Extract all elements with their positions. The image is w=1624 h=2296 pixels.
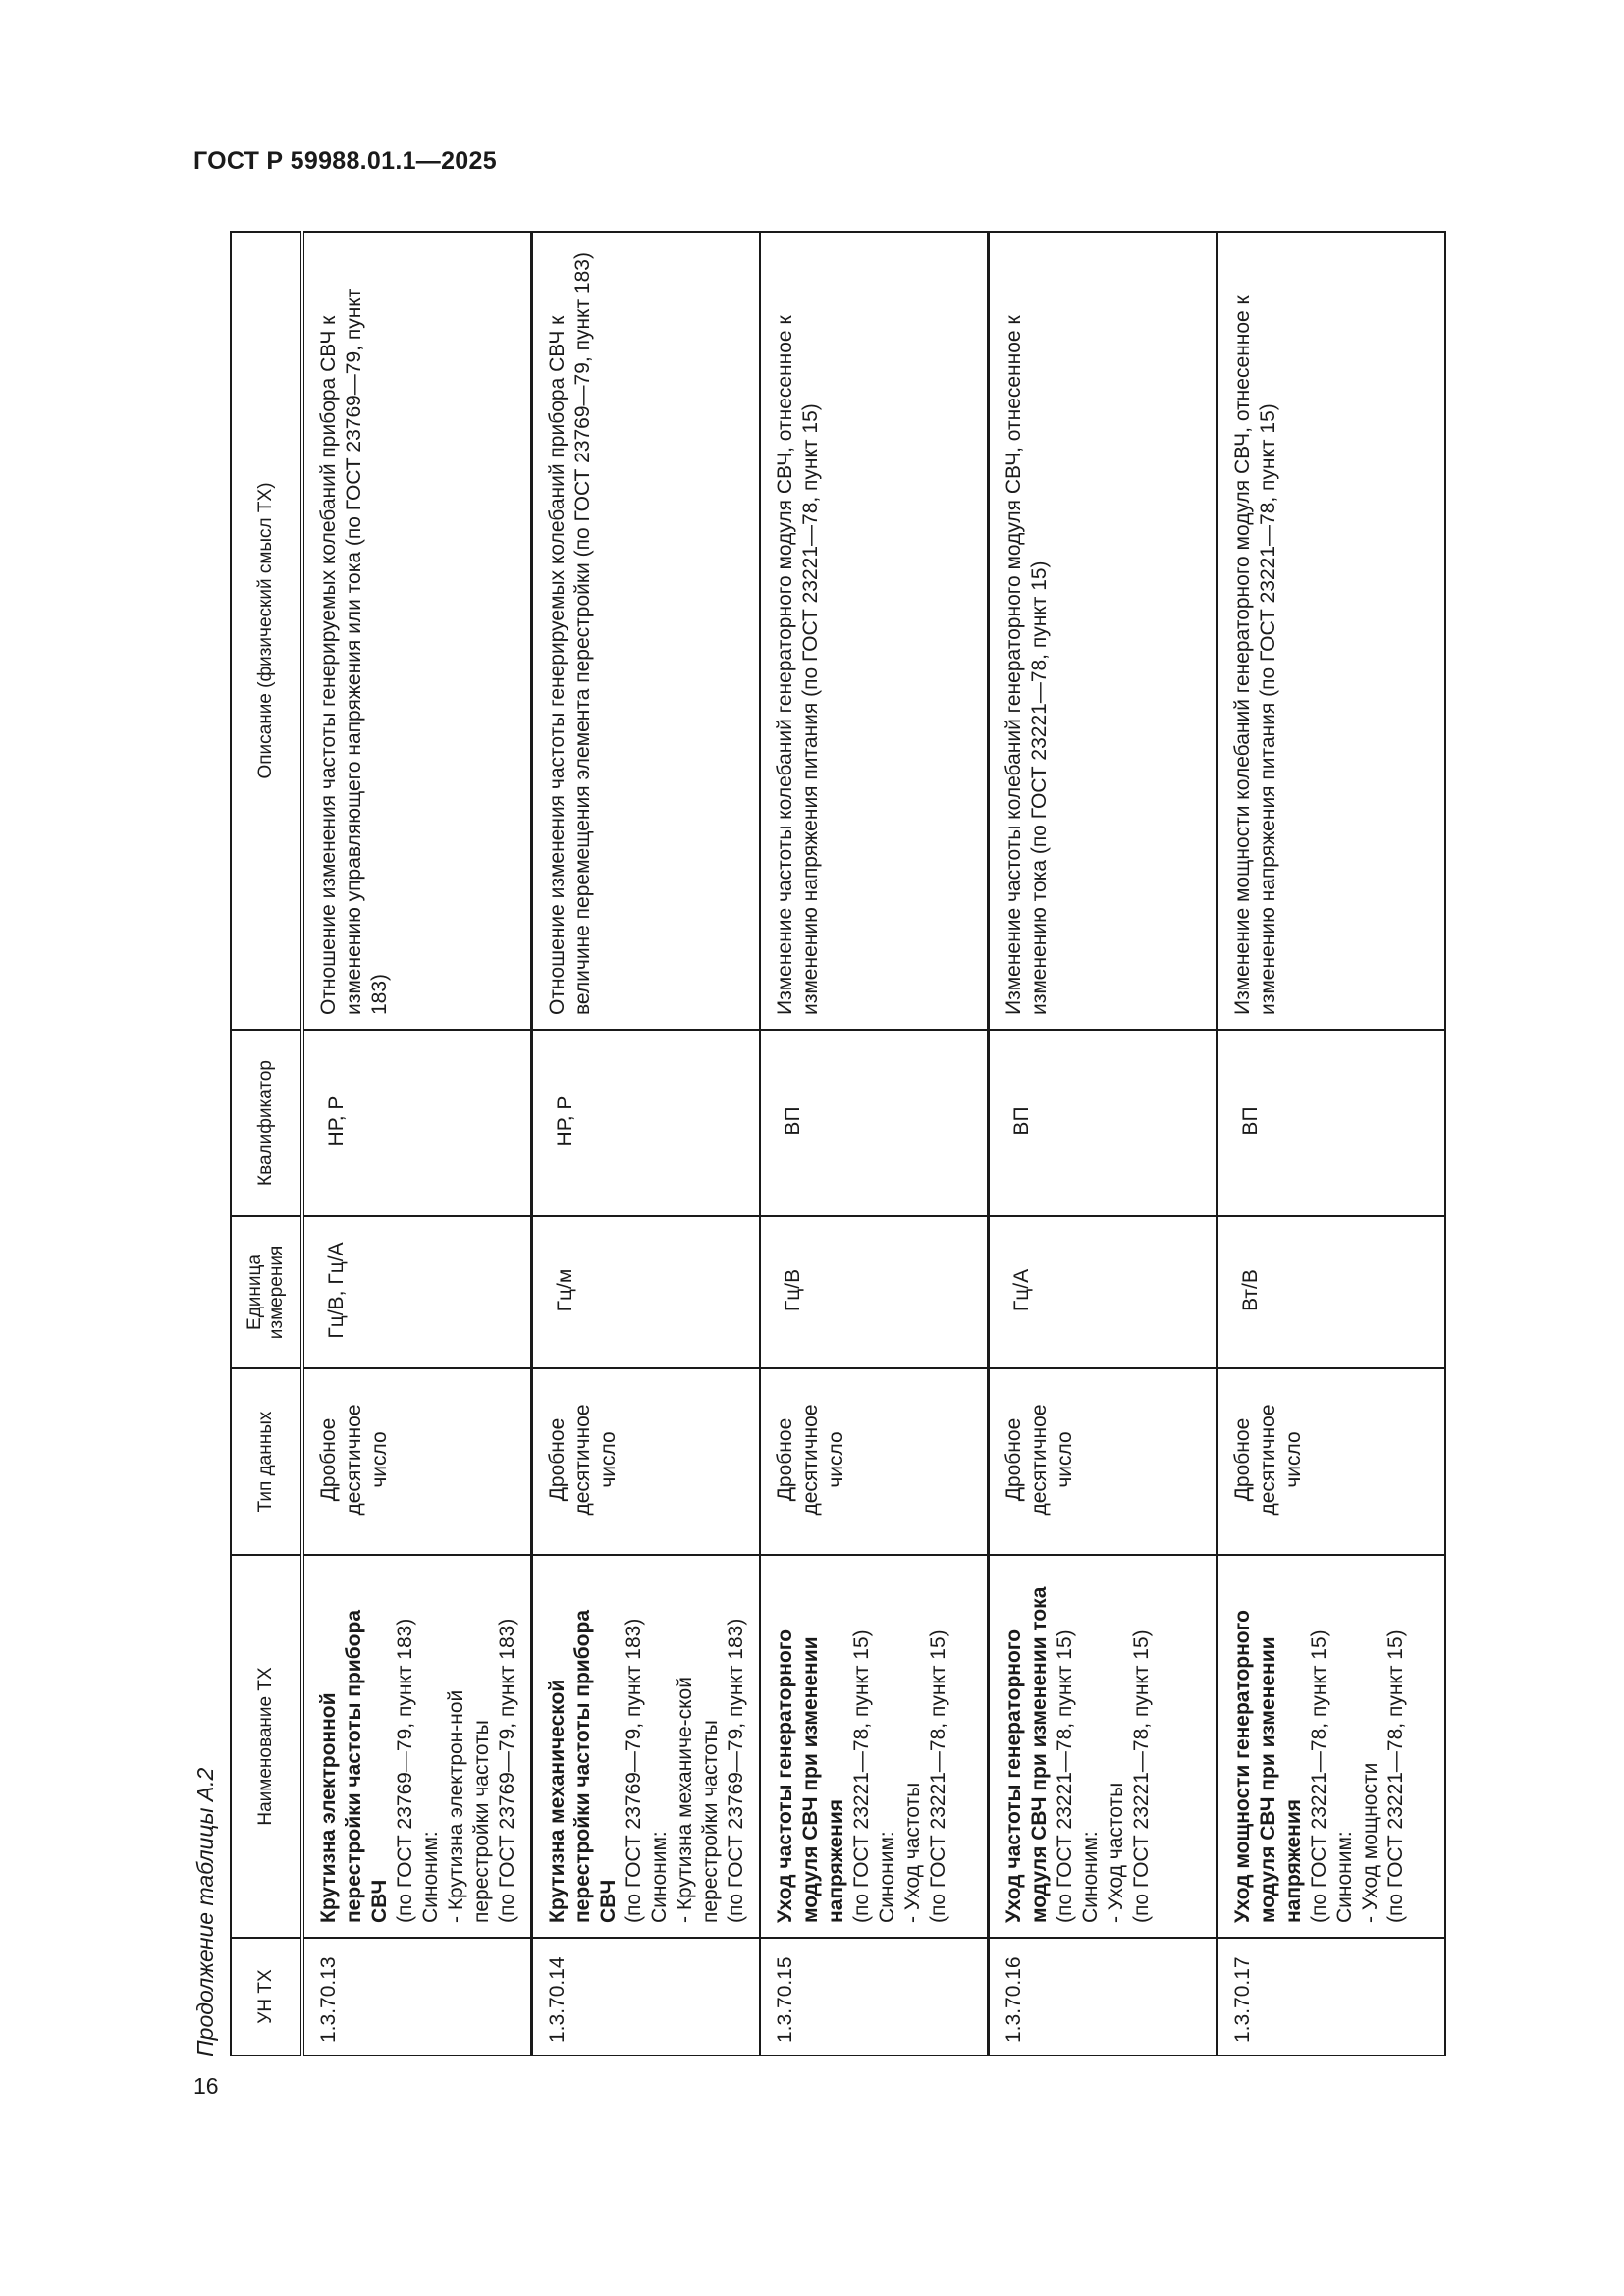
cell-code: 1.3.70.16 <box>989 1938 1218 2056</box>
name-reference: (по ГОСТ 23221—78, пункт 15) <box>1308 1629 1330 1923</box>
cell-description: Отношение изменения частоты генерируемых колебаний прибора СВЧ к величине перемещения элемента перестройки (по ГОСТ 23769—79, пункт 183) <box>532 232 761 1030</box>
cell-description: Отношение изменения частоты генерируемых колебаний прибора СВЧ к изменению управляющего напряжения или тока (по ГОСТ 23769—79, пункт 183) <box>302 232 532 1030</box>
characteristic-name: Крутизна механической перестройки частоты прибора СВЧ <box>546 1609 620 1923</box>
synonym-text: - Крутизна электрон-ной перестройки частоты <box>445 1689 493 1923</box>
name-reference: (по ГОСТ 23221—78, пункт 15) <box>850 1629 873 1923</box>
table-row <box>989 232 1218 2056</box>
cell-name <box>760 1555 989 1938</box>
table-row <box>302 232 532 2056</box>
cell-name <box>302 1555 532 1938</box>
table-row <box>1218 232 1446 2056</box>
table-header-row <box>231 232 302 2056</box>
cell-qualifier: НР, Р <box>532 1030 761 1216</box>
cell-unit: Гц/м <box>532 1216 761 1368</box>
cell-unit: Вт/В <box>1218 1216 1446 1368</box>
cell-data-type: Дробное десятичное число <box>760 1368 989 1555</box>
cell-data-type: Дробное десятичное число <box>302 1368 532 1555</box>
synonym-text: - Крутизна механиче-ской перестройки частоты <box>674 1677 722 1923</box>
synonym-text: - Уход частоты <box>1105 1782 1127 1923</box>
cell-data-type: Дробное десятичное число <box>532 1368 761 1555</box>
synonym-text: - Уход мощности <box>1359 1762 1381 1923</box>
synonym-reference: (по ГОСТ 23769—79, пункт 183) <box>496 1618 518 1923</box>
cell-qualifier: ВП <box>760 1030 989 1216</box>
page-number: 16 <box>193 2073 219 2099</box>
synonym-reference: (по ГОСТ 23221—78, пункт 15) <box>1384 1629 1407 1923</box>
synonym-label: Синоним: <box>1333 1831 1356 1923</box>
col-header-qualifier: Квалификатор <box>231 1030 302 1216</box>
cell-description: Изменение частоты колебаний генераторного модуля СВЧ, отнесенное к изменению тока (по ГОСТ 23221—78, пункт 15) <box>989 232 1218 1030</box>
characteristic-name: Уход частоты генераторного модуля СВЧ при изменении тока <box>1002 1586 1051 1923</box>
cell-data-type: Дробное десятичное число <box>989 1368 1218 1555</box>
cell-code: 1.3.70.15 <box>760 1938 989 2056</box>
synonym-reference: (по ГОСТ 23221—78, пункт 15) <box>1130 1629 1153 1923</box>
cell-description: Изменение мощности колебаний генераторного модуля СВЧ, отнесенное к изменению напряжения питания (по ГОСТ 23221—78, пункт 15) <box>1218 232 1446 1030</box>
cell-qualifier: ВП <box>1218 1030 1446 1216</box>
col-header-code: УН ТХ <box>231 1938 302 2056</box>
cell-qualifier: НР, Р <box>302 1030 532 1216</box>
col-header-type: Тип данных <box>231 1368 302 1555</box>
table-row <box>760 232 989 2056</box>
characteristic-name: Уход мощности генераторного модуля СВЧ при изменении напряжения <box>1231 1610 1305 1923</box>
synonym-label: Синоним: <box>419 1831 442 1923</box>
cell-name <box>532 1555 761 1938</box>
characteristic-name: Крутизна электронной перестройки частоты прибора СВЧ <box>317 1609 391 1923</box>
synonym-label: Синоним: <box>1079 1831 1102 1923</box>
table-continuation-caption: Продолжение таблицы А.2 <box>192 1767 218 2056</box>
rotated-table-area <box>190 231 1467 2056</box>
characteristic-name: Уход частоты генераторного модуля СВЧ при изменении напряжения <box>774 1629 847 1923</box>
cell-unit: Гц/В <box>760 1216 989 1368</box>
col-header-unit: Единица измерения <box>231 1216 302 1368</box>
col-header-description: Описание (физический смысл ТХ) <box>231 232 302 1030</box>
cell-code: 1.3.70.17 <box>1218 1938 1446 2056</box>
cell-name <box>1218 1555 1446 1938</box>
table-row <box>532 232 761 2056</box>
name-reference: (по ГОСТ 23221—78, пункт 15) <box>1054 1629 1076 1923</box>
synonym-reference: (по ГОСТ 23769—79, пункт 183) <box>725 1618 747 1923</box>
synonym-label: Синоним: <box>648 1831 671 1923</box>
cell-unit: Гц/А <box>989 1216 1218 1368</box>
cell-name <box>989 1555 1218 1938</box>
cell-data-type: Дробное десятичное число <box>1218 1368 1446 1555</box>
cell-description: Изменение частоты колебаний генераторного модуля СВЧ, отнесенное к изменению напряжения питания (по ГОСТ 23221—78, пункт 15) <box>760 232 989 1030</box>
cell-qualifier: ВП <box>989 1030 1218 1216</box>
synonym-text: - Уход частоты <box>901 1782 924 1923</box>
cell-code: 1.3.70.14 <box>532 1938 761 2056</box>
cell-code: 1.3.70.13 <box>302 1938 532 2056</box>
name-reference: (по ГОСТ 23769—79, пункт 183) <box>623 1618 645 1923</box>
synonym-label: Синоним: <box>876 1831 898 1923</box>
document-header: ГОСТ Р 59988.01.1—2025 <box>193 147 497 175</box>
characteristics-table <box>230 231 1446 2056</box>
cell-unit: Гц/В, Гц/А <box>302 1216 532 1368</box>
synonym-reference: (по ГОСТ 23221—78, пункт 15) <box>927 1629 949 1923</box>
col-header-name: Наименование ТХ <box>231 1555 302 1938</box>
name-reference: (по ГОСТ 23769—79, пункт 183) <box>394 1618 416 1923</box>
